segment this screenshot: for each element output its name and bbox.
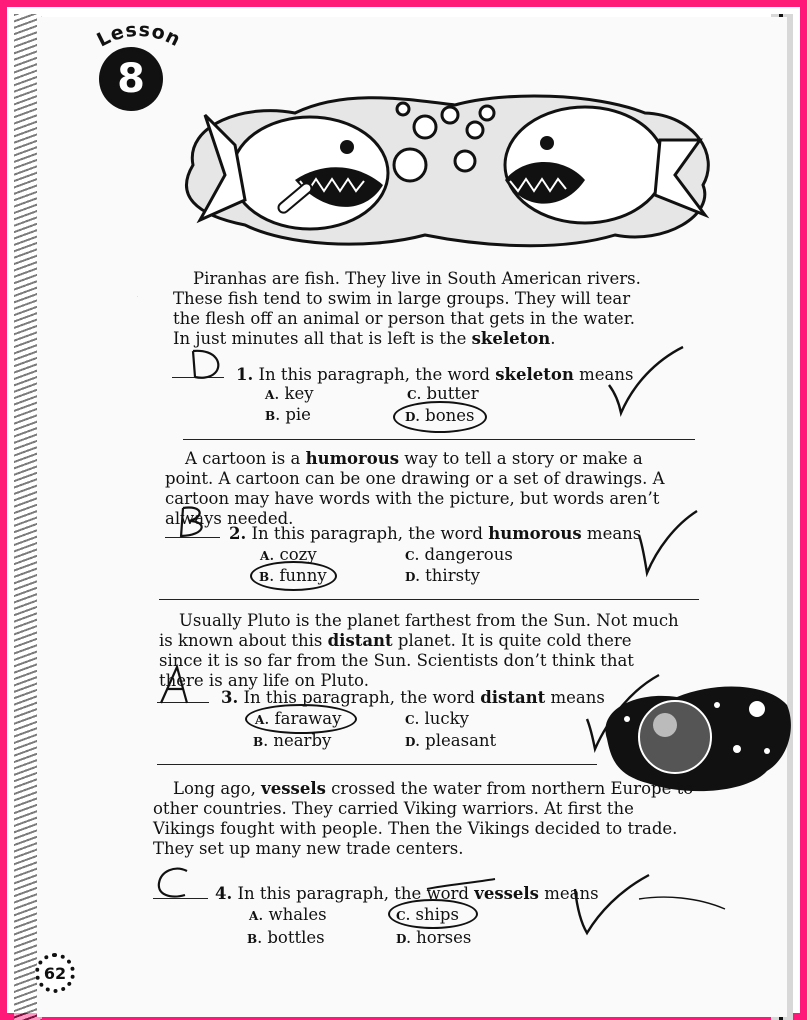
option-3a[interactable]: A. faraway bbox=[255, 709, 342, 728]
question-3: 3. In this paragraph, the word distant means bbox=[221, 688, 605, 707]
passage-1: Piranhas are fish. They live in South American rivers. These fish tend to swim in large groups. They will tear the flesh off an animal or person that gets in the water. In just minutes all that is left is the skeleton. bbox=[173, 269, 641, 348]
question-4: 4. In this paragraph, the word vessels means bbox=[215, 884, 599, 903]
option-3b[interactable]: B. nearby bbox=[253, 731, 332, 750]
option-4a[interactable]: A. whales bbox=[249, 905, 327, 924]
checkmark-icon bbox=[605, 345, 685, 417]
lesson-number-badge: 8 bbox=[99, 47, 163, 111]
passage-2: A cartoon is a humorous way to tell a story or make a point. A cartoon can be one drawing or a set of drawings. A cartoon may have words with the picture, but words aren’t always needed. bbox=[165, 449, 665, 528]
answer-circle-1 bbox=[393, 401, 487, 433]
checkmark-icon bbox=[569, 869, 729, 939]
handwritten-answer-1 bbox=[137, 297, 227, 381]
handwritten-answer-3 bbox=[157, 665, 193, 705]
svg-text:D: D bbox=[137, 297, 138, 298]
option-1c[interactable]: C. butter bbox=[407, 384, 479, 403]
page-number-badge: 62 bbox=[35, 953, 75, 993]
option-4c[interactable]: C. ships bbox=[396, 905, 459, 924]
option-3d[interactable]: D. pleasant bbox=[405, 731, 497, 750]
option-3c[interactable]: C. lucky bbox=[405, 709, 469, 728]
option-2d[interactable]: D. thirsty bbox=[405, 566, 480, 585]
question-2: 2. In this paragraph, the word humorous means bbox=[229, 524, 642, 543]
option-4d[interactable]: D. horses bbox=[396, 928, 472, 947]
answer-circle-4 bbox=[388, 899, 478, 929]
divider-1 bbox=[183, 439, 695, 440]
option-4b[interactable]: B. bottles bbox=[247, 928, 325, 947]
option-1b[interactable]: B. pie bbox=[265, 405, 311, 424]
answer-circle-3 bbox=[245, 704, 357, 734]
strike-through-mark bbox=[425, 875, 497, 895]
svg-text:Lesson: Lesson bbox=[93, 21, 185, 52]
passage-3: Usually Pluto is the planet farthest from the Sun. Not much is known about this distant planet. It is quite cold there since it is so far from the Sun. Scientists don’t think that there is any life on Pluto. bbox=[159, 611, 679, 690]
question-1: 1. In this paragraph, the word skeleton means bbox=[236, 365, 634, 384]
option-1d[interactable]: D. bones bbox=[405, 406, 475, 425]
checkmark-icon bbox=[635, 507, 699, 577]
passage-4: Long ago, vessels crossed the water from northern Europe to other countries. They carried Viking warriors. At first the Vikings fought with people. Then the Vikings decided to trade. They set up many new trade centers. bbox=[153, 779, 694, 858]
option-1a[interactable]: A. key bbox=[265, 384, 314, 403]
option-2c[interactable]: C. dangerous bbox=[405, 545, 513, 564]
piranha-illustration bbox=[175, 85, 720, 253]
handwritten-answer-4 bbox=[155, 865, 195, 901]
divider-2 bbox=[159, 599, 699, 600]
divider-3 bbox=[157, 764, 597, 765]
option-2a[interactable]: A. cozy bbox=[260, 545, 317, 564]
option-2b[interactable]: B. funny bbox=[259, 566, 327, 585]
handwritten-answer-2 bbox=[175, 505, 209, 539]
answer-circle-2 bbox=[250, 561, 337, 591]
